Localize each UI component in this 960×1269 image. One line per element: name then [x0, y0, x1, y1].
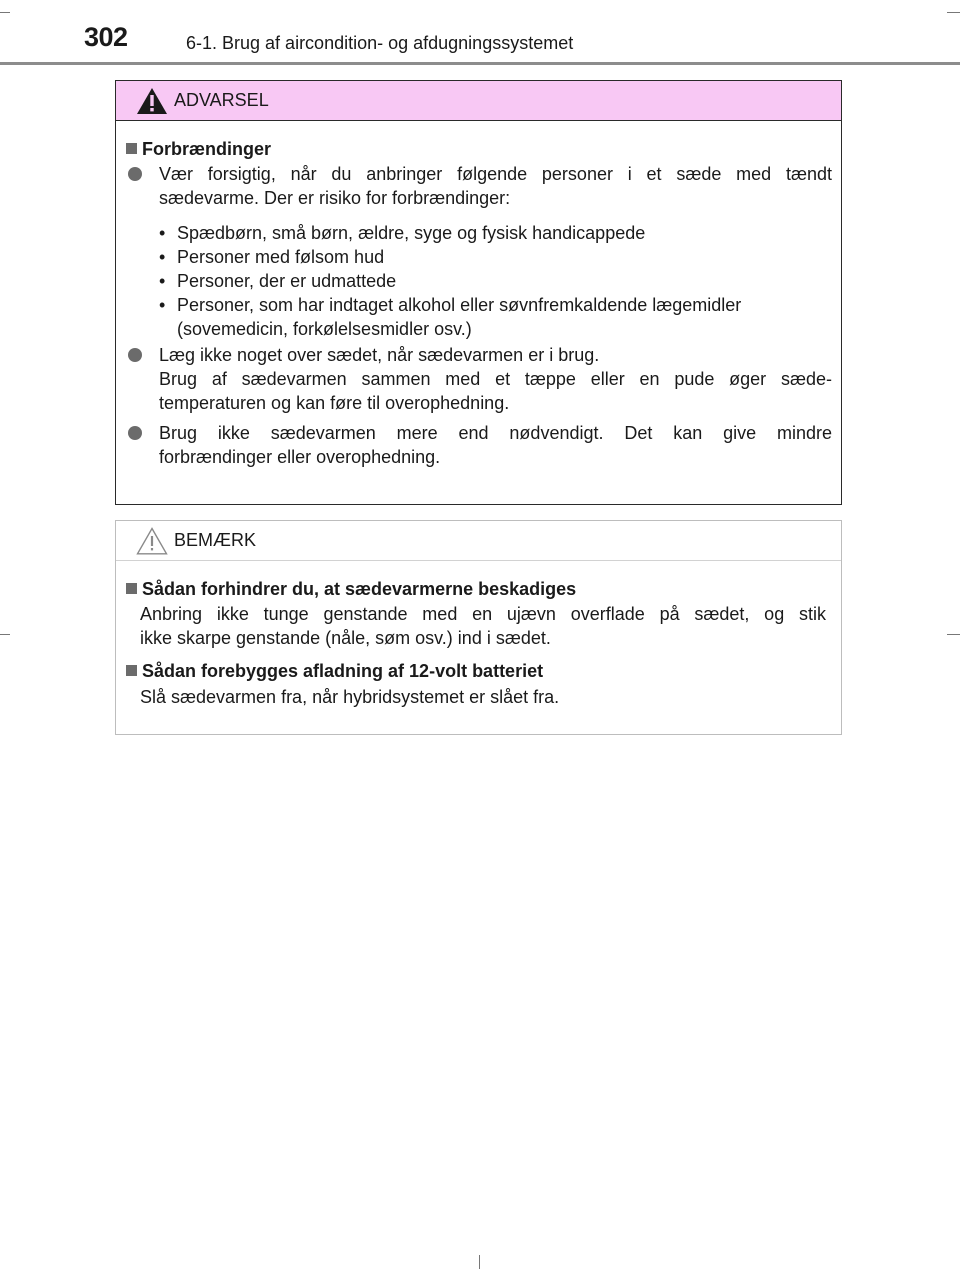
notice-heading-2-text: Sådan forebygges afladning af 12-volt batteriet [142, 661, 544, 681]
warning-item-2-line-3: temperaturen og kan føre til overophedning. [159, 393, 510, 413]
square-bullet-icon [126, 143, 137, 154]
notice-heading-1-text: Sådan forhindrer du, at sædevarmerne beskadiges [142, 579, 577, 599]
page-header [0, 0, 960, 64]
warning-box [115, 80, 842, 505]
round-bullet-icon [128, 167, 142, 181]
warning-subitem: • Personer, som har indtaget alkohol eller søvnfremkaldende lægemidler (sovemedicin, forkølelsesmidler osv.) [159, 295, 742, 339]
notice-heading-1 [126, 577, 576, 601]
header-rule [0, 62, 960, 65]
notice-section-1-body [140, 602, 826, 650]
square-bullet-icon [126, 665, 137, 676]
warning-heading-text: Forbrændinger [142, 139, 271, 159]
warning-item-2 [159, 343, 832, 415]
warning-triangle-icon [136, 87, 168, 115]
warning-item-3-line-1: Brug ikke sædevarmen mere end nødvendigt. Det kan give mindre [159, 423, 832, 443]
round-bullet-icon [128, 426, 142, 440]
notice-section-2-line-1: Slå sædevarmen fra, når hybridsystemet er slået fra. [140, 687, 560, 707]
notice-box [115, 520, 842, 735]
warning-subitem: • Personer med følsom hud [159, 247, 385, 267]
notice-label: BEMÆRK [174, 530, 257, 550]
caution-triangle-icon [136, 527, 168, 555]
notice-section-1-line-2: ikke skarpe genstande (nåle, søm osv.) ind i sædet. [140, 628, 551, 648]
bullet-dot: • [159, 295, 166, 315]
section-title: 6-1. Brug af aircondition- og afdugningssystemet [186, 33, 574, 53]
warning-item-1-line-2: sædevarme. Der er risiko for forbrændinger: [159, 188, 511, 208]
warning-heading [126, 137, 271, 161]
notice-section-1-line-1: Anbring ikke tunge genstande med en ujævn overflade på sædet, og stik [140, 604, 826, 624]
warning-item-1-line-1: Vær forsigtig, når du anbringer følgende personer i et sæde med tændt [159, 164, 832, 184]
warning-subitem: • Personer, der er udmattede [159, 271, 397, 291]
notice-section-2-body [140, 685, 826, 709]
warning-label: ADVARSEL [174, 90, 269, 110]
page-number: 302 [84, 22, 128, 52]
warning-item-3 [159, 421, 832, 469]
bullet-dot: • [159, 271, 166, 291]
notice-header [116, 521, 841, 561]
warning-item-1 [159, 162, 832, 210]
bullet-dot: • [159, 247, 166, 267]
bullet-dot: • [159, 223, 166, 243]
crop-mark [479, 1255, 480, 1269]
warning-item-3-line-2: forbrændinger eller overophedning. [159, 447, 441, 467]
warning-item-2-line-2: Brug af sædevarmen sammen med et tæppe eller en pude øger sæde- [159, 369, 832, 389]
crop-mark [0, 634, 10, 635]
crop-mark [947, 634, 960, 635]
warning-header [116, 81, 841, 121]
round-bullet-icon [128, 348, 142, 362]
square-bullet-icon [126, 583, 137, 594]
warning-subitem: • Spædbørn, små børn, ældre, syge og fysisk handicappede [159, 223, 646, 243]
warning-item-2-line-1: Læg ikke noget over sædet, når sædevarmen er i brug. [159, 345, 600, 365]
notice-heading-2 [126, 659, 543, 683]
